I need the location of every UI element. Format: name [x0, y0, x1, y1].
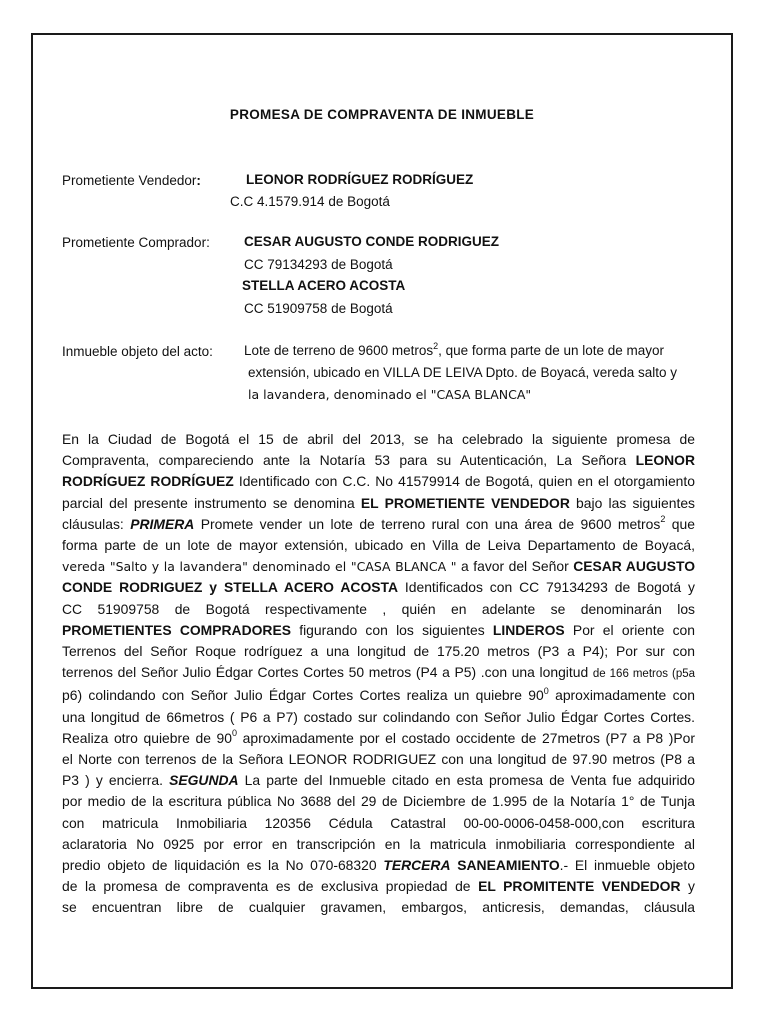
body-line-21c: SANEAMIENTO [450, 857, 560, 874]
body-line-17a: P3 ) y encierra. [62, 772, 170, 789]
body-line-3a: RODRÍGUEZ RODRÍGUEZ [62, 473, 234, 490]
seller-id: C.C 4.1579.914 de Bogotá [230, 194, 390, 209]
body-line-15b: aproximadamente por el costado occidente de 27metros (P7 a P8 )Por [237, 729, 695, 746]
body-line-1: En la Ciudad de Bogotá el 15 de abril del 2013, se ha celebrado la siguiente promesa de [62, 431, 695, 447]
body-line-7c: CESAR AUGUSTO [573, 558, 696, 575]
body-line-14: una longitud de 66metros ( P6 a P7) costado sur colindando con Señor Julio Édgar Cortes Cortes. [62, 708, 695, 725]
buyer-name-1: CESAR AUGUSTO CONDE RODRIGUEZ [244, 234, 500, 249]
document-page [31, 33, 733, 989]
body-line-17 [62, 770, 695, 791]
body-line-9: CC 51909758 de Bogotá respectivamente , quién en adelante se denominarán los [62, 600, 695, 617]
body-line-13b: aproximadamente con [548, 687, 695, 704]
body-line-15a: Realiza otro quiebre de 90 [62, 729, 232, 746]
body-line-5-sup: 2 [660, 514, 666, 525]
body-paragraph [62, 429, 695, 919]
buyer-id-1: CC 79134293 de Bogotá [244, 257, 393, 272]
body-line-10 [62, 620, 695, 641]
property-line-1b: , que forma parte de un lote de mayor [438, 343, 665, 358]
property-label: Inmueble objeto del acto: [62, 344, 213, 359]
body-line-8a: CONDE RODRIGUEZ y STELLA ACERO ACOSTA [62, 579, 398, 596]
document-title: PROMESA DE COMPRAVENTA DE INMUEBLE [229, 107, 535, 122]
body-line-5c: Promete vender un lote de terreno rural con una área de 9600 metros [194, 515, 661, 532]
body-line-22b: EL PROMITENTE VENDEDOR [478, 878, 681, 895]
buyer-id-2: CC 51909758 de Bogotá [244, 301, 393, 316]
seller-label-colon: : [196, 173, 201, 188]
seller-label [62, 173, 201, 188]
body-line-22a: de la promesa de compraventa es de exclusiva propiedad de [62, 878, 479, 895]
buyer-label: Prometiente Comprador: [62, 235, 210, 250]
body-line-21b: TERCERA [383, 857, 451, 874]
body-line-10a: PROMETIENTES COMPRADORES [62, 621, 291, 638]
body-line-17c: La parte del Inmueble citado en esta promesa de Venta fue adquirido [238, 772, 695, 789]
body-line-13-sup: 0 [543, 685, 549, 696]
body-line-6: forma parte de un lote de mayor extensión, ubicado en Villa de Leiva Departamento de Boyacá, [62, 537, 695, 554]
buyer-name-2: STELLA ACERO ACOSTA [242, 278, 406, 293]
body-line-11: Terrenos del Señor Roque rodríguez a una longitud de 175.20 metros (P3 a P4); Por sur con [62, 643, 695, 660]
body-line-7 [62, 556, 695, 577]
body-line-4b: EL PROMETIENTE VENDEDOR [360, 494, 570, 511]
property-sup: 2 [433, 340, 439, 351]
body-line-7a: vereda "Salto y la lavandera" denominado el "CASA BLANCA " [62, 559, 457, 575]
body-line-5 [62, 514, 695, 535]
property-line-1a: Lote de terreno de 9600 metros [244, 343, 434, 358]
body-line-5a: cláusulas: [62, 515, 131, 532]
body-line-2 [62, 450, 695, 471]
body-line-12 [62, 662, 695, 685]
body-line-5b: PRIMERA [130, 515, 195, 532]
body-line-12a: terrenos del Señor Julio Édgar Cortes Cortes 50 metros (P4 a P5) .con una longitud [62, 664, 593, 681]
body-line-18: por medio de la escritura pública No 3688 del 29 de Diciembre de 1.995 de la Notaría 1° de Tunja [62, 793, 695, 810]
property-line-3: la lavandera, denominado el "CASA BLANCA" [248, 387, 532, 402]
body-line-22c: y [680, 878, 695, 895]
body-line-2a: Compraventa, compareciendo ante la Notaría 53 para su Autenticación, La Señora [62, 452, 636, 469]
body-line-10b: figurando con los siguientes [290, 621, 493, 638]
seller-label-text: Prometiente Vendedor [62, 173, 197, 188]
body-line-4a: parcial del presente instrumento se denomina [62, 494, 361, 511]
body-line-22 [62, 876, 695, 897]
body-line-21d: .- El inmueble objeto [559, 857, 695, 874]
body-line-3 [62, 471, 695, 492]
body-line-3b: Identificado con C.C. No 41579914 de Bogotá, quien en el otorgamiento [233, 473, 695, 490]
body-line-21a: predio objeto de liquidación es la No 070-68320 [62, 857, 384, 874]
body-line-19: con matricula Inmobiliaria 120356 Cédula Catastral 00-00-0006-0458-000,con escritura [62, 814, 695, 831]
body-line-15-sup: 0 [232, 728, 238, 739]
property-line-2: extensión, ubicado en VILLA DE LEIVA Dpto. de Boyacá, vereda salto y [248, 365, 678, 380]
seller-name: LEONOR RODRÍGUEZ RODRÍGUEZ [246, 172, 474, 187]
property-line-1 [244, 340, 699, 361]
body-line-21 [62, 855, 695, 876]
body-line-17b: SEGUNDA [169, 772, 239, 789]
body-line-23: se encuentran libre de cualquier gravamen, embargos, anticresis, demandas, cláusula [62, 899, 695, 916]
body-line-4c: bajo las siguientes [569, 494, 695, 511]
body-line-16: el Norte con terrenos de la Señora LEONOR RODRIGUEZ con una longitud de 97.90 metros (P8 a [62, 751, 695, 768]
body-line-8 [62, 577, 695, 598]
body-line-12b: de 166 metros (p5a [592, 668, 696, 681]
body-line-13a: p6) colindando con Señor Julio Édgar Cortes Cortes realiza un quiebre 90 [62, 687, 544, 704]
body-line-10c: LINDEROS [492, 621, 565, 638]
body-line-13 [62, 685, 695, 706]
body-line-4 [62, 493, 695, 514]
body-line-20: aclaratoria No 0925 por error en transcripción en la matricula inmobiliaria correspondiente al [62, 835, 695, 852]
body-line-8b: Identificados con CC 79134293 de Bogotá y [398, 579, 695, 596]
body-line-15 [62, 728, 695, 749]
body-line-5d: que [665, 515, 695, 532]
body-line-2b: LEONOR [635, 452, 695, 469]
body-line-10d: Por el oriente con [564, 621, 695, 638]
body-line-7b: a favor del Señor [456, 558, 574, 575]
